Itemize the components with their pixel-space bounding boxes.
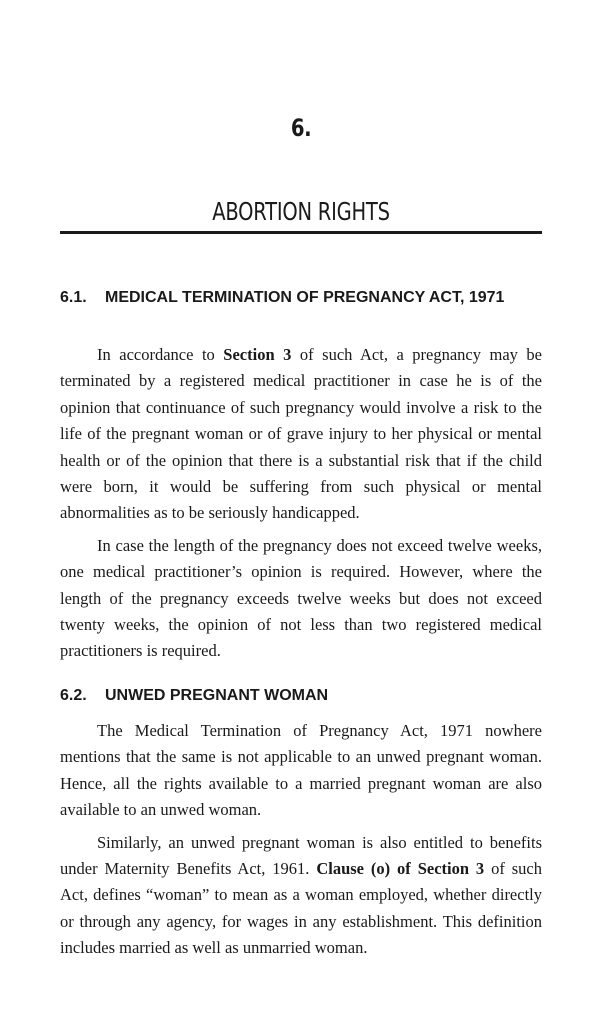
section-body — [60, 342, 542, 665]
text-run: The Medical Termination of Pregnancy Act, 1971 nowhere mentions that the same is not applicable to an unwed pregnant woman. Hence, all the rights available to a married pregnant woman are also available to an unwed woman. — [60, 721, 542, 820]
chapter-number: 6. — [290, 114, 312, 142]
paragraph — [60, 830, 542, 962]
title-divider — [60, 231, 542, 234]
chapter-title: ABORTION RIGHTS — [212, 197, 390, 226]
text-run: of such Act, defines “woman” to mean as a woman employed, whether directly or through any agency, for wages in any establishment. This definition includes married as well as unmarried woman. — [60, 859, 542, 958]
paragraph — [60, 718, 542, 824]
section-body — [60, 718, 542, 962]
bold-reference: Section 3 — [223, 345, 292, 364]
section-heading — [60, 686, 542, 706]
text-run: Similarly, an unwed pregnant woman is also entitled to benefits under Maternity Benefits Act, 1961. — [60, 832, 542, 879]
paragraph — [60, 533, 542, 665]
section-heading — [60, 288, 542, 308]
text-run: In case the length of the pregnancy does not exceed twelve weeks, one medical practitioner’s opinion is required. However, where the length of the pregnancy exceeds twelve weeks but does not exceed twenty weeks, the opinion of not less than two registered medical practitioners is required. — [60, 535, 542, 661]
text-run: In accordance to — [97, 345, 224, 364]
section-number: 6.2. — [60, 687, 87, 704]
bold-reference: Clause (o) of Section 3 — [316, 859, 485, 879]
section-title: UNWED PREGNANT WOMAN — [105, 687, 329, 704]
text-run: of such Act, a pregnancy may be terminated by a registered medical practitioner in case he is of the opinion that continuance of such pregnancy would involve a risk to the life of the pregnant woman or of grave injury to her physical or mental health or of the opinion that there is a substantial risk that if the child were born, it would be suffering from such physical or mental abnormalities as to be seriously handicapped. — [60, 345, 542, 523]
paragraph — [60, 342, 542, 527]
section-number: 6.1. — [60, 289, 87, 306]
document-page — [60, 0, 542, 1024]
section-title: MEDICAL TERMINATION OF PREGNANCY ACT, 1971 — [105, 289, 505, 306]
